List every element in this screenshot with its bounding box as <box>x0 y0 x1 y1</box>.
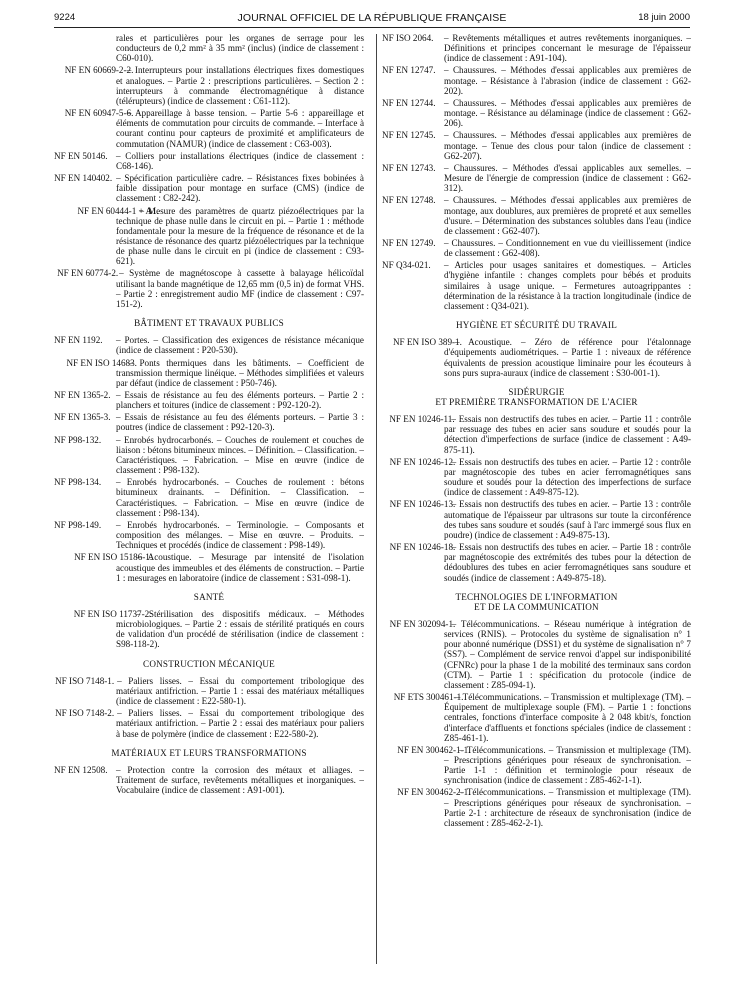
continued-entry: rales et particulières pour les organes de serrage pour les conducteurs de 0,2 mm² à 35 mm² (inclus) (indice de classement : C60-010). <box>116 33 364 64</box>
section-subheading: ET PREMIÈRE TRANSFORMATION DE L'ACIER <box>435 397 638 407</box>
standard-description: – Enrobés hydrocarbonés. – Couches de roulement : bétons bitumineux drainants. – Définition. – Classification. – Caractéristiques. – Fabrication. – Mise en œuvre (indice de classement : P98-134). <box>116 477 364 518</box>
standard-entry <box>382 619 691 690</box>
standard-description: – Articles pour usages sanitaires et domestiques. – Articles d'hygiène infantile : changes complets pour bébés et produits similaires à usage unique. – Fermetures autoagrippantes : détermination de la résistance à la traction longitudinale (indice de classement : Q34-021). <box>444 260 691 311</box>
standard-code: NF EN 300462-1-1. <box>397 744 471 755</box>
standard-code: NF EN 1365-2. <box>54 390 111 400</box>
standard-code: NF ETS 300461-1. <box>393 692 464 703</box>
standard-code: NF EN 12749. <box>382 237 436 248</box>
standard-description: – Essais non destructifs des tubes en acier. – Partie 11 : contrôle par ressuage des tubes en acier sans soudure et soudés pour la détection d'imperfections de surface (indice de classement : A49-875-11). <box>444 414 691 455</box>
standard-entry <box>382 499 691 540</box>
standard-description: – Essais de résistance au feu des éléments porteurs. – Partie 3 : poutres (indice de classement : P92-120-3). <box>116 412 364 433</box>
standard-description: – Revêtements métalliques et autres revêtements inorganiques. – Définitions et principes concernant le mesurage de l'épaisseur (indice de classement : A91-104). <box>444 33 691 64</box>
standard-description: – Télécommunications. – Transmission et multiplexage (TM). – Prescriptions génériques pour réseaux de synchronisation. – Partie 1-1 : définition et terminologie pour réseaux de synchronisation (indice de classement : Z85-462-1-1). <box>444 744 691 786</box>
standard-description: – Chaussures. – Méthodes d'essai applicables aux premières de montage, aux doublures, aux premières de propreté et aux semelles d'usure. – Détermination des substances solubles dans l'eau (indice de classement : G62-407). <box>444 195 691 236</box>
standard-entry <box>382 337 691 378</box>
journal-title: JOURNAL OFFICIEL DE LA RÉPUBLIQUE FRANÇAISE <box>237 12 507 24</box>
standard-description: – Mesure des paramètres de quartz piézoélectriques par la technique de phase nulle dans le circuit en pi. – Partie 1 : méthode fondamentale pour la mesure de la fréquence de résonance et de la résistance de résonance des quartz piézoélectriques par la technique de phase nulle dans le circuit en pi (indice de classement : C93-621). <box>116 205 364 267</box>
standard-description: – Télécommunications. – Transmission et multiplexage (TM). – Prescriptions génériques pour réseaux de synchronisation. – Partie 2-1 : architecture de réseaux de synchronisation (indice de classement : Z85-462-2-1). <box>444 787 691 828</box>
standard-entry <box>54 435 364 476</box>
standard-description: – Enrobés hydrocarbonés. – Couches de roulement et couches de liaison : bétons bitumineux minces. – Définition. – Classification. – Caractéristiques. – Fabrication. – Mise en œuvre (indice de classement : P98-132). <box>116 434 364 476</box>
standard-code: NF EN 10246-18. <box>389 542 456 553</box>
standard-entry <box>382 414 691 455</box>
section-heading: CONSTRUCTION MÉCANIQUE <box>143 658 275 669</box>
standard-code: NF EN 60774-2. <box>57 268 119 279</box>
section-heading: SANTÉ <box>193 591 225 602</box>
standard-description: – Stérilisation des dispositifs médicaux. – Méthodes microbiologiques. – Partie 2 : essais de stérilité pratiqués en cours de validation d'un procédé de stérilisation (indice de classement : S98-118-2). <box>116 608 364 650</box>
standard-entry <box>382 260 691 311</box>
standard-code: NF ISO 7148-2. <box>55 708 115 719</box>
standard-code: NF EN 302094-1. <box>389 618 456 629</box>
standard-entry <box>54 412 364 432</box>
standard-code: NF ISO 2064. <box>382 33 434 43</box>
standard-description: – Portes. – Classification des exigences de résistance mécanique (indice de classement : P20-530). <box>116 335 364 356</box>
standard-code: NF EN 12748. <box>382 195 436 206</box>
standard-description: – Protection contre la corrosion des métaux et alliages. – Traitement de surface, revêtements métalliques et inorganiques. – Vocabulaire (indice de classement : A91-001). <box>116 764 364 796</box>
standard-description: – Chaussures. – Méthodes d'essai applicables aux premières de montage. – Résistance au délaminage (indice de classement : G62-206). <box>444 97 691 129</box>
standard-description: – Chaussures. – Méthodes d'essai applicables aux semelles. – Mesure de l'énergie de compression (indice de classement : G62-312). <box>444 162 691 194</box>
standard-code: NF Q34-021. <box>382 260 431 271</box>
standard-description: – Chaussures. – Méthodes d'essai applicables aux premières de montage. – Tenue des clous pour talon (indice de classement : G62-207). <box>444 130 691 161</box>
standard-code: NF P98-132. <box>54 434 102 445</box>
standard-description: – Essais non destructifs des tubes en acier. – Partie 13 : contrôle automatique de l'épaisseur par ultrasons sur toute la circonférence des tubes sans soudure et soudés (sauf à l'arc immergé sous flux en poudre) (indice de classement : A49-875-13). <box>444 499 691 540</box>
standard-entry <box>54 335 364 355</box>
standard-entry <box>382 457 691 498</box>
standard-entry <box>54 108 364 149</box>
standard-description: – Télécommunications. – Transmission et multiplexage (TM). – Équipement de multiplexage souple (FM). – Partie 1 : fonctions centrales, fonctions d'interface composite à 2 048 kbit/s, fonction d'interface d'affluents et fonctions spéciales (indice de classement : Z85-461-1). <box>444 692 691 743</box>
standard-entry <box>54 173 364 203</box>
standard-entry <box>54 358 364 388</box>
standard-entry <box>382 195 691 236</box>
standard-entry <box>54 206 364 267</box>
standard-code: NF P98-149. <box>54 519 102 530</box>
standard-description: – Essais de résistance au feu des éléments porteurs. – Partie 2 : planchers et toitures (indice de classement : P92-120-2). <box>116 390 364 411</box>
standard-code: NF EN ISO 14683. <box>66 357 137 368</box>
standard-description: – Essais non destructifs des tubes en acier. – Partie 18 : contrôle par magnétoscopie des extrémités des tubes pour la détection de dédoublures des tubes en acier ferromagnétiques sans soudure et soudés (indice de classement : A49-875-18). <box>444 542 691 583</box>
standard-entry <box>54 520 364 550</box>
section-subheading: ET DE LA COMMUNICATION <box>474 601 599 612</box>
standard-code: NF EN 300462-2-1. <box>397 787 471 798</box>
section-heading: HYGIÈNE ET SÉCURITÉ DU TRAVAIL <box>456 320 617 331</box>
standard-entry <box>54 676 364 706</box>
standard-entry <box>54 609 364 650</box>
standard-entry <box>54 151 364 171</box>
header-rule <box>54 27 690 28</box>
column-divider <box>376 34 377 964</box>
standard-description: – Acoustique. – Zéro de référence pour l'étalonnage d'équipements audiométriques. – Partie 1 : niveaux de référence équivalents de pression acoustique liminaire pour les écouteurs à sons purs supra-auraux (indice de classement : S30-001-1). <box>444 337 691 378</box>
standard-description: – Spécification particulière cadre. – Résistances fixes bobinées à faible dissipation pour montage en surface (CMS) (indice de classement : C82-242). <box>116 173 364 204</box>
page-header <box>54 8 690 28</box>
issue-date: 18 juin 2000 <box>638 12 690 23</box>
standard-entry <box>382 692 691 743</box>
standard-entry <box>382 542 691 583</box>
standard-entry <box>54 477 364 518</box>
standard-entry <box>382 163 691 193</box>
standard-code: NF EN 140402. <box>54 173 113 184</box>
section-heading: MATÉRIAUX ET LEURS TRANSFORMATIONS <box>111 747 307 758</box>
standard-code: NF EN 60444-1 + A1. <box>77 205 159 216</box>
standard-code: NF EN 12743. <box>382 162 436 173</box>
standard-description: – Acoustique. – Mesurage par intensité de l'isolation acoustique des immeubles et des éléments de construction. – Partie 1 : mesurages en laboratoire (indice de classement : S31-098-1). <box>116 552 364 583</box>
standard-code: NF EN 10246-13. <box>389 499 456 510</box>
standard-code: NF EN ISO 11737-2. <box>73 608 152 619</box>
section-heading: TECHNOLOGIES DE L'INFORMATION <box>455 591 618 602</box>
standard-code: NF EN 10246-12. <box>389 456 456 467</box>
standard-code: NF EN 1192. <box>54 335 103 346</box>
standard-description: – Enrobés hydrocarbonés. – Terminologie. – Composants et composition des mélanges. – Mise en œuvre. – Produits. – Techniques et procédés (indice de classement : P98-149). <box>116 519 364 551</box>
standard-code: NF EN 12745. <box>382 130 436 141</box>
standard-code: NF EN 60947-5-6. <box>64 108 134 119</box>
standard-code: NF P98-134. <box>54 477 102 488</box>
standard-entry <box>54 552 364 582</box>
standard-entry <box>382 65 691 95</box>
standard-description: – Chaussures. – Méthodes d'essai applicables aux premières de montage. – Résistance à l'abrasion (indice de classement : G62-202). <box>444 65 691 96</box>
standard-entry <box>382 130 691 160</box>
standard-description: – Essais non destructifs des tubes en acier. – Partie 12 : contrôle par magnétoscopie des tubes en acier ferromagnétiques sans soudure et soudés pour la détection des imperfections de surface (indice de classement : A49-875-12). <box>444 456 691 498</box>
left-column <box>54 33 364 797</box>
standard-description: – Appareillage à basse tension. – Partie 5-6 : appareillage et éléments de commutation pour circuits de commande. – Interface à courant continu pour capteurs de proximité et amplificateurs de commutation (NAMUR) (indice de classement : C63-003). <box>116 108 364 149</box>
standard-entry <box>382 98 691 128</box>
standard-entry <box>382 238 691 258</box>
standard-code: NF EN 12747. <box>382 65 436 76</box>
standard-code: NF EN 10246-11. <box>389 414 455 425</box>
page-number: 9224 <box>54 12 76 23</box>
standard-code: NF ISO 7148-1. <box>55 675 115 686</box>
right-column <box>382 33 691 830</box>
standard-code: NF EN 60669-2-2. <box>64 65 134 76</box>
standard-entry <box>382 33 691 63</box>
standard-description: – Paliers lisses. – Essai du comportement tribologique des matériaux antifriction. – Partie 1 : essai des matériaux métalliques (indice de classement : E22-580-1). <box>116 675 364 707</box>
standard-description: – Paliers lisses. – Essai du comportement tribologique des matériaux antifriction. – Partie 2 : essai des matériaux pour paliers à base de polymère (indice de classement : E22-580-2). <box>116 708 364 739</box>
standard-description: – Interrupteurs pour installations électriques fixes domestiques et analogues. – Partie 2 : prescriptions particulières. – Section 2 : interrupteurs à commande électromagnétique à distance (télérupteurs) (indice de classement : C61-112). <box>116 65 364 106</box>
standard-code: NF EN 12508. <box>54 764 108 775</box>
standard-entry <box>54 708 364 738</box>
section-heading: BÂTIMENT ET TRAVAUX PUBLICS <box>134 318 284 329</box>
standard-entry <box>54 65 364 106</box>
standard-description: – Système de magnétoscope à cassette à balayage hélicoïdal utilisant la bande magnétique de 12,65 mm (0,5 in) de format VHS. – Partie 2 : enregistrement audio MF (indice de classement : C97-151-2). <box>116 268 364 309</box>
standard-entry <box>54 268 364 309</box>
standard-entry <box>54 765 364 795</box>
section-heading: SIDÉRURGIE <box>508 386 565 397</box>
standard-code: NF EN 50146. <box>54 150 108 161</box>
standard-code: NF EN 12744. <box>382 97 436 108</box>
standard-description: – Ponts thermiques dans les bâtiments. – Coefficient de transmission thermique linéique. – Méthodes simplifiées et valeurs par défaut (indice de classement : P50-746). <box>116 357 364 388</box>
standard-description: – Colliers pour installations électriques (indice de classement : C68-146). <box>116 150 364 171</box>
standard-description: – Télécommunications. – Réseau numérique à intégration de services (RNIS). – Protocoles du système de signalisation n° 1 pour abonné numérique (DSS1) et du système de signalisation n° 7 (SS7). – Complément de service renvoi d'appel sur indisponibilité (CFNRc) pour la phase 1 de la mobilité des terminaux sans cordon (CTM). – Partie 1 : spécification du protocole (indice de classement : Z85-094-1). <box>444 618 691 690</box>
standard-entry <box>54 390 364 410</box>
standard-entry <box>382 745 691 786</box>
standard-code: NF EN 1365-3. <box>54 412 111 423</box>
standard-code: NF EN ISO 389-1. <box>392 337 462 348</box>
standard-entry <box>382 787 691 828</box>
standard-description: – Chaussures. – Conditionnement en vue du vieillissement (indice de classement : G62-408). <box>444 237 691 259</box>
standard-code: NF EN ISO 15186-1. <box>74 552 153 563</box>
